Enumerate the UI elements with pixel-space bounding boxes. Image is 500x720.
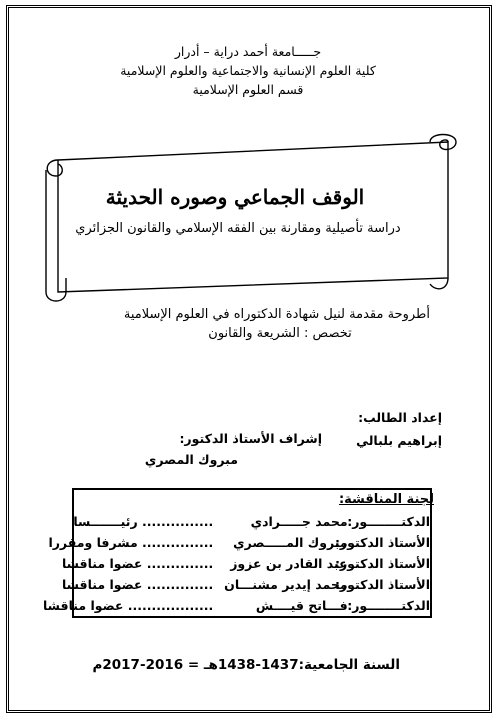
supervisor-name: مبروك المصري [144, 452, 238, 467]
supervision-label: إشراف الأستاذ الدكتور: [179, 431, 322, 446]
specialization: تخصص : الشريعة والقانون [208, 326, 352, 341]
student-name: إبراهيم بلبالي [356, 433, 442, 448]
member-name: عبد القادر بن عزوز [230, 556, 348, 571]
prepared-by-label: إعداد الطالب: [358, 410, 442, 425]
member-name: محمد جـــــرادي [250, 514, 348, 529]
member-role: عضوا مناقشا [61, 556, 143, 571]
department-name: قسم العلوم الإسلامية [192, 82, 304, 97]
member-title: الأستاذ الدكتور: [334, 556, 430, 571]
university-name: جـــــامعة أحمد دراية – أدرار [174, 44, 322, 59]
member-name: مبروك المـــــصري [233, 535, 348, 550]
member-dots: .............. [146, 556, 214, 571]
member-role: رئيـــــــسا [73, 514, 138, 529]
committee-row [42, 598, 430, 613]
member-dots: .................. [127, 598, 214, 613]
member-dots: ............... [142, 514, 214, 529]
member-name: فـــاتح قيــــش [255, 598, 348, 613]
member-title: الأستاذ الدكتور: [334, 535, 430, 550]
committee-title: لجنة المناقشة: [338, 492, 434, 507]
faculty-name: كلية العلوم الإنسانية والاجتماعية والعلوم الإسلامية [120, 63, 376, 78]
member-dots: ............... [142, 535, 214, 550]
member-title: الدكتــــــــور: [347, 514, 430, 529]
member-dots: .............. [146, 577, 214, 592]
thesis-title: الوقف الجماعي وصوره الحديثة [105, 185, 365, 209]
thesis-subtitle: دراسة تأصيلية ومقارنة بين الفقه الإسلامي والقانون الجزائري [75, 221, 401, 236]
committee-row [73, 514, 430, 529]
committee-row [48, 535, 430, 550]
member-role: عضوا مناقشا [61, 577, 143, 592]
member-title: الأستاذ الدكتور: [334, 577, 430, 592]
member-title: الدكتــــــــور: [347, 598, 430, 613]
member-name: محمد إيدير مشنـــان [224, 577, 348, 592]
committee-row [61, 577, 430, 592]
member-role: مشرفا ومقررا [48, 535, 138, 550]
committee-row [61, 556, 430, 571]
member-role: عضوا مناقشا [42, 598, 124, 613]
academic-year: السنة الجامعية:1437-1438هـ = 2016-2017م [92, 657, 400, 673]
degree-statement: أطروحة مقدمة لنيل شهادة الدكتوراه في العلوم الإسلامية [123, 307, 430, 322]
